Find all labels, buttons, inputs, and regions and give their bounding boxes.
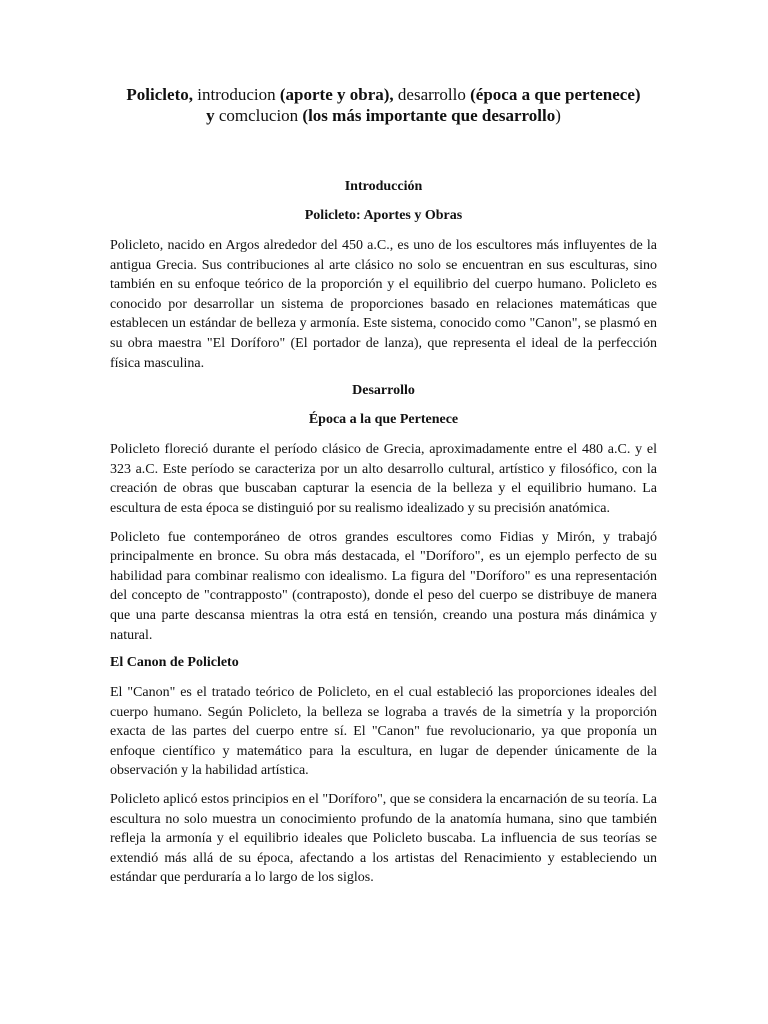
title-part: (los más importante que desarrollo — [302, 106, 556, 125]
paragraph-doriforo: Policleto aplicó estos principios en el "Doríforo", que se considera la encarnación de su teoría. La escultura no solo muestra un conocimiento profundo de la anatomía humana, sino que también refleja la armonía y el equilibrio ideales que Policleto buscaba. La influencia de sus teorías se extendió más allá de su época, afectando a los artistas del Renacimiento y estableciendo un estándar que perduraría a lo largo de los siglos. — [110, 792, 657, 886]
paragraph-canon: El "Canon" es el tratado teórico de Policleto, en el cual estableció las proporciones ideales del cuerpo humano. Según Policleto, la belleza se lograba a través de la simetría y la proporción exacta de las partes del cuerpo entre sí. El "Canon" fue revolucionario, ya que proponía un enfoque científico y matemático para la escultura, en lugar de depender únicamente de la observación y la habilidad artística. — [110, 685, 657, 779]
heading-canon: El Canon de Policleto — [110, 655, 239, 671]
paragraph-contemporaneo: Policleto fue contemporáneo de otros grandes escultores como Fidias y Mirón, y trabajó principalmente en bronce. Su obra más destacada, el "Doríforo", es un ejemplo perfecto de su habilidad para combinar realismo con idealismo. La figura del "Doríforo" es una representación del concepto de "contrapposto" (contraposto), donde el peso del cuerpo se distribuye de manera que una parte descansa mientras la otra está en tensión, creando una postura más dinámica y natural. — [110, 529, 657, 643]
title-part: introducion — [192, 85, 280, 104]
heading-aportes: Policleto: Aportes y Obras — [304, 208, 463, 223]
title-part: (aporte y obra), — [279, 85, 394, 104]
paragraph-epoca: Policleto floreció durante el período clásico de Grecia, aproximadamente entre el 480 a.C. y el 323 a.C. Este período se caracteriza por un alto desarrollo cultural, artístico y filosófico, con la creación de obras que buscaban capturar la esencia de la belleza y el equilibrio humano. La escultura de esta época se distinguió por su realismo idealizado y su precisión anatómica. — [110, 442, 657, 516]
document-title — [110, 84, 657, 126]
title-part: comclucion — [214, 106, 303, 125]
title-part: (época a que pertenece) — [470, 85, 641, 104]
document-page — [110, 84, 657, 897]
heading-epoca: Época a la que Pertenece — [308, 412, 459, 428]
title-part: Policleto, — [126, 85, 193, 104]
paragraph-intro: Policleto, nacido en Argos alrededor del 450 a.C., es uno de los escultores más influyentes de la antigua Grecia. Sus contribuciones al arte clásico no solo se encuentran en sus esculturas, sino también en su enfoque teórico de la proporción y el equilibrio del cuerpo humano. Policleto es conocido por desarrollar un sistema de proporciones basado en relaciones matemáticas que establecen un estándar de belleza y armonía. Este sistema, conocido como "Canon", se plasmó en su obra maestra "El Doríforo" (El portador de lanza), que representa el ideal de la perfección física masculina. — [110, 238, 657, 371]
title-part: desarrollo — [393, 85, 471, 104]
title-part: y — [206, 106, 215, 125]
title-part: ) — [555, 106, 561, 125]
heading-introduccion: Introducción — [344, 179, 423, 194]
heading-desarrollo: Desarrollo — [352, 383, 415, 399]
